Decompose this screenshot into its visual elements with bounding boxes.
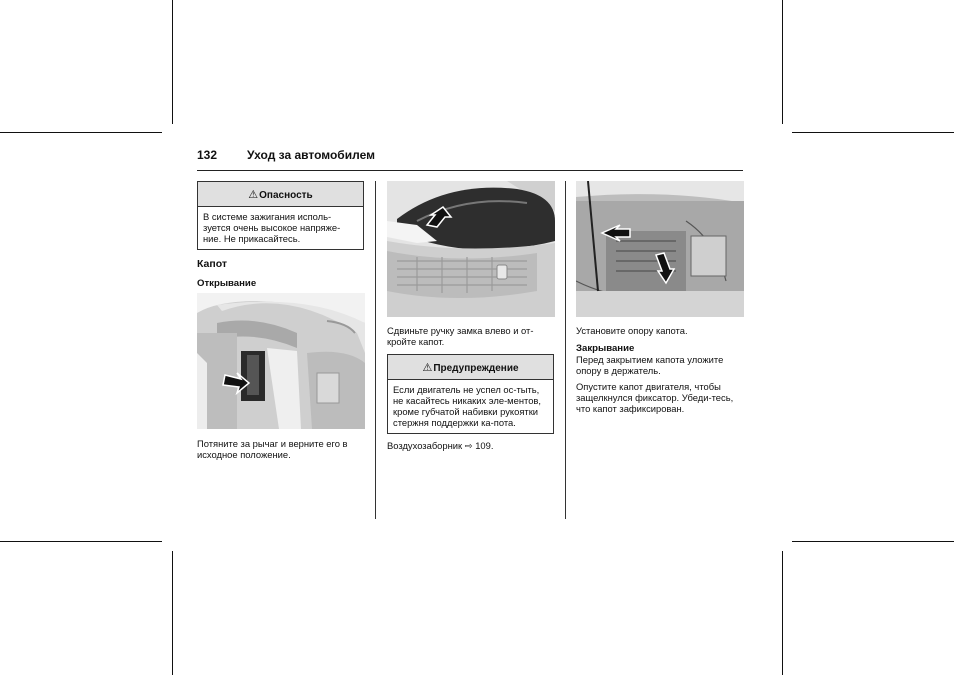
cross-reference (387, 440, 554, 451)
crop-mark (0, 132, 162, 133)
crop-mark (782, 551, 783, 675)
arrow-reference-icon: ⇨ (464, 440, 473, 451)
hood-support-rod-figure (576, 181, 744, 317)
subsection-title: Закрывание (576, 343, 635, 354)
reference-text: Воздухозаборник (387, 440, 463, 451)
section-title: Капот (197, 258, 228, 270)
warning-title: Предупреждение (433, 363, 519, 374)
crop-mark (782, 0, 783, 124)
warning-triangle-icon: ⚠ (248, 189, 259, 201)
crop-mark (172, 0, 173, 124)
page-header (197, 146, 743, 171)
crop-mark (172, 551, 173, 675)
column-3 (576, 181, 743, 414)
column-2 (387, 181, 554, 451)
column-1 (197, 181, 364, 460)
paragraph: Опустите капот двигателя, чтобы защелкнулся фиксатор. Убеди-тесь, что капот зафиксирован. (576, 381, 734, 414)
figure-caption: Сдвиньте ручку замка влево и от-кройте капот. (387, 325, 534, 347)
hood-release-lever-figure (197, 293, 365, 429)
crop-mark (792, 132, 954, 133)
subsection-title: Открывание (197, 278, 257, 289)
crop-mark (0, 541, 162, 542)
danger-title: Опасность (259, 190, 313, 201)
danger-text: В системе зажигания исполь-зуется очень высокое напряже-ние. Не прикасайтесь. (203, 211, 341, 244)
figure-caption: Установите опору капота. (576, 325, 688, 336)
chapter-title: Уход за автомобилем (247, 148, 375, 162)
danger-box (197, 181, 364, 250)
figure-caption: Потяните за рычаг и верните его в исходное положение. (197, 438, 348, 460)
reference-page: 109. (475, 440, 494, 451)
paragraph: Перед закрытием капота уложите опору в держатель. (576, 354, 724, 376)
warning-box (387, 354, 554, 434)
page-number: 132 (197, 148, 218, 162)
warning-triangle-icon: ⚠ (422, 362, 433, 374)
hood-latch-figure (387, 181, 555, 317)
column-divider (565, 181, 566, 519)
crop-mark (792, 541, 954, 542)
column-divider (375, 181, 376, 519)
warning-text: Если двигатель не успел ос-тыть, не касайтесь никаких эле-ментов, кроме губчатой набивки рукоятки стержня поддержки ка-пота. (393, 384, 542, 428)
